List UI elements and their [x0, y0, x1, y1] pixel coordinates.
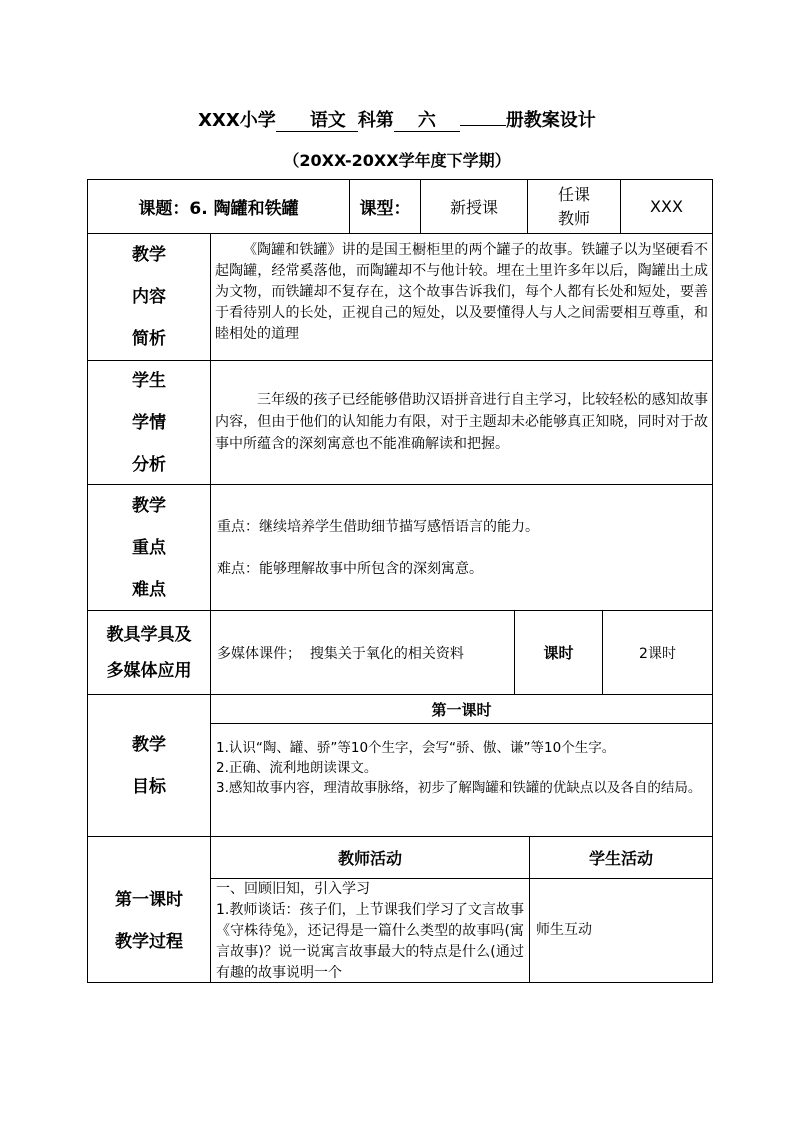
list-item: 1.教师谈话：孩子们，上节课我们学习了文言故事《守株待兔》，还记得是一篇什么类型的故事吗(寓言故事)？说一说寓言故事最大的特点是什么(通过有趣的故事说明一个: [216, 902, 524, 981]
label-line: 重点: [132, 537, 166, 558]
teacher-label: [528, 180, 620, 233]
list-item: 3.感知故事内容，理清故事脉络，初步了解陶罐和铁罐的优缺点以及各自的结局。: [216, 780, 702, 796]
title-subject: 语文: [276, 111, 358, 132]
process-label: [88, 837, 210, 982]
tools-label: [88, 611, 210, 694]
objectives-list: [216, 738, 710, 833]
key-points-label: [88, 485, 210, 610]
objectives-label: [88, 695, 210, 836]
teacher-label-line1: 任课: [557, 184, 590, 204]
label-line: 多媒体应用: [106, 660, 192, 681]
title-gap: [460, 125, 506, 126]
label-line: 内容: [132, 287, 166, 307]
teacher-activity-header: 教师活动: [337, 849, 402, 868]
label-line: 分析: [132, 454, 166, 475]
list-item: 一、回顾旧知，引入学习: [216, 881, 370, 897]
teacher-label-line2: 教师: [557, 208, 590, 228]
title-suffix: 册教案设计: [505, 110, 596, 131]
content-summary-text: 《陶罐和铁罐》讲的是国王橱柜里的两个罐子的故事。铁罐子以为坚硬看不起陶罐，经常奚落他，而陶罐却不与他计较。埋在土里许多年以后，陶罐出土成为文物，而铁罐却不复存在，这个故事告诉我们，每个人都有长处和短处，要善于看待别人的长处，正视自己的短处，以及要懂得人与人之间需要相互尊重，和睦相处的道理: [215, 242, 708, 342]
difficult-point-text: 难点：能够理解故事中所包含的深刻寓意。: [217, 561, 483, 577]
student-analysis-label: [88, 361, 210, 484]
label-line: 学生: [132, 370, 166, 391]
type-value: 新授课: [449, 198, 498, 217]
type-label: 课型：: [359, 199, 411, 219]
label-line: 难点: [132, 579, 166, 600]
hours-label: 课时: [543, 644, 574, 662]
hours-value: 2课时: [639, 645, 676, 662]
title-volume: 六: [394, 111, 460, 132]
label-line: 教具学具及: [106, 624, 192, 645]
label-line: 第一课时: [115, 889, 183, 910]
student-analysis-text: 三年级的孩子已经能够借助汉语拼音进行自主学习，比较轻松的感知故事内容，但由于他们的认知能力有限，对于主题却未必能够真正知晓，同时对于故事中所蕴含的深刻寓意也不能准确解读和把握。: [215, 392, 708, 452]
label-line: 目标: [132, 776, 166, 797]
topic-cell: 课题：6. 陶罐和铁罐: [138, 199, 299, 219]
teacher-activity-text: [216, 879, 524, 982]
student-activity-header: 学生活动: [588, 849, 653, 868]
title-school: XXX小学: [198, 110, 276, 131]
label-line: 教学: [132, 245, 166, 265]
objectives-lesson-title: 第一课时: [431, 700, 492, 719]
label-line: 简析: [132, 329, 166, 349]
label-line: 教学: [132, 734, 166, 755]
page-title: [0, 106, 794, 132]
key-point-text: 重点：继续培养学生借助细节描写感悟语言的能力。: [217, 519, 539, 535]
label-line: 教学: [132, 495, 166, 516]
content-summary-label: [88, 234, 210, 360]
label-line: 教学过程: [115, 931, 183, 952]
list-item: 2.正确、流利地朗读课文。: [216, 760, 378, 776]
student-activity-text: 师生互动: [536, 922, 592, 938]
title-ke-di: 科第: [357, 110, 394, 131]
label-line: 学情: [132, 412, 166, 433]
tools-value: 多媒体课件； 搜集关于氧化的相关资料: [217, 645, 464, 662]
list-item: 1.认识“陶、罐、骄”等10个生字，会写“骄、傲、谦”等10个生字。: [216, 740, 616, 756]
teacher-value: XXX: [650, 197, 683, 216]
page-subtitle: （20XX-20XX学年度下学期）: [283, 151, 511, 170]
